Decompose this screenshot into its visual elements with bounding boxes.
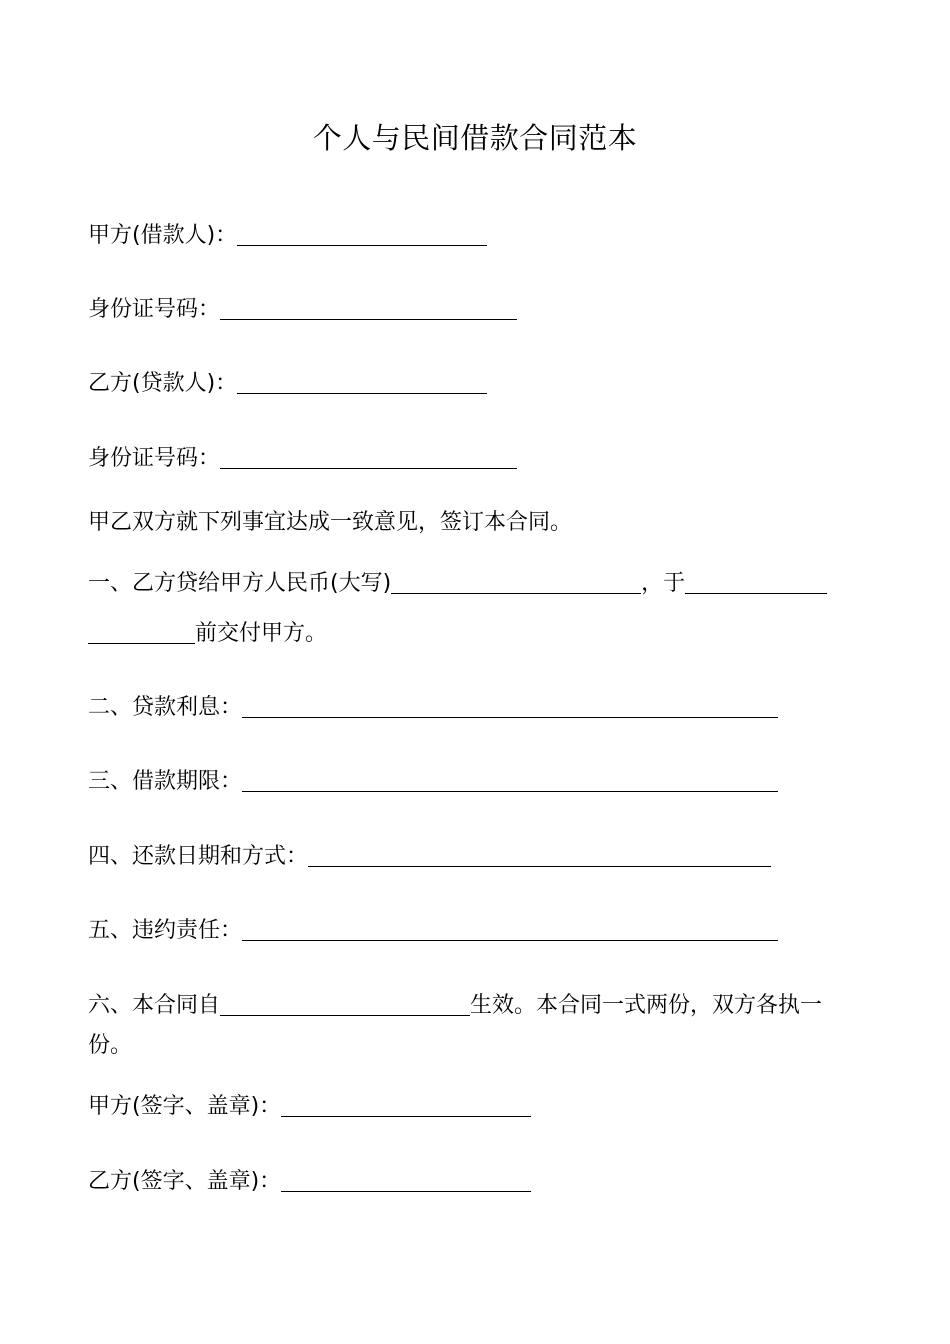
clause4-label: 四、还款日期和方式： [88,844,309,869]
clause3-label: 三、借款期限： [88,769,243,794]
party-a-label: 甲方(借款人)： [88,223,238,248]
clause6-line [88,990,822,1022]
sign-b-label: 乙方(签字、盖章)： [88,1169,282,1194]
clause2-line [88,692,778,724]
clause1-cont-line [88,618,327,650]
sign-a-label: 甲方(签字、盖章)： [88,1094,282,1119]
loan-term-blank[interactable] [242,767,778,792]
clause6-cont-line [88,1030,132,1062]
clause6-suffix: 生效。本合同一式两份，双方各执一 [470,993,823,1018]
party-b-id-line [88,443,517,475]
clause6-cont: 份。 [88,1033,133,1058]
party-a-name-blank[interactable] [237,221,487,246]
sign-b-blank[interactable] [281,1167,531,1192]
delivery-date-blank[interactable] [685,569,827,594]
clause3-line [88,766,778,798]
clause4-line [88,841,771,873]
party-b-id-label: 身份证号码： [88,446,221,471]
clause1-prefix: 一、乙方贷给甲方人民币(大写) [88,571,392,596]
party-a-line [88,220,487,252]
loan-amount-blank[interactable] [391,569,641,594]
liability-blank[interactable] [242,916,778,941]
interest-blank[interactable] [242,693,778,718]
intro-text: 甲乙双方就下列事宜达成一致意见，签订本合同。 [88,510,573,535]
clause1-line [88,568,827,600]
clause6-prefix: 六、本合同自 [88,993,221,1018]
clause5-line [88,915,778,947]
party-b-name-blank[interactable] [237,369,487,394]
clause1-mid: ，于 [641,571,686,596]
party-a-id-line [88,294,517,326]
party-a-id-label: 身份证号码： [88,297,221,322]
intro-line [88,507,572,539]
sign-a-blank[interactable] [281,1092,531,1117]
clause5-label: 五、违约责任： [88,918,243,943]
sign-b-line [88,1166,531,1198]
party-a-id-blank[interactable] [220,295,517,320]
effective-date-blank[interactable] [220,991,470,1016]
repayment-blank[interactable] [308,842,771,867]
delivery-date-blank-cont[interactable] [88,619,195,644]
document-title: 个人与民间借款合同范本 [312,121,638,155]
party-b-id-blank[interactable] [220,444,517,469]
clause2-label: 二、贷款利息： [88,695,243,720]
sign-a-line [88,1091,531,1123]
party-b-label: 乙方(贷款人)： [88,371,238,396]
party-b-line [88,368,487,400]
clause1-suffix: 前交付甲方。 [195,621,328,646]
